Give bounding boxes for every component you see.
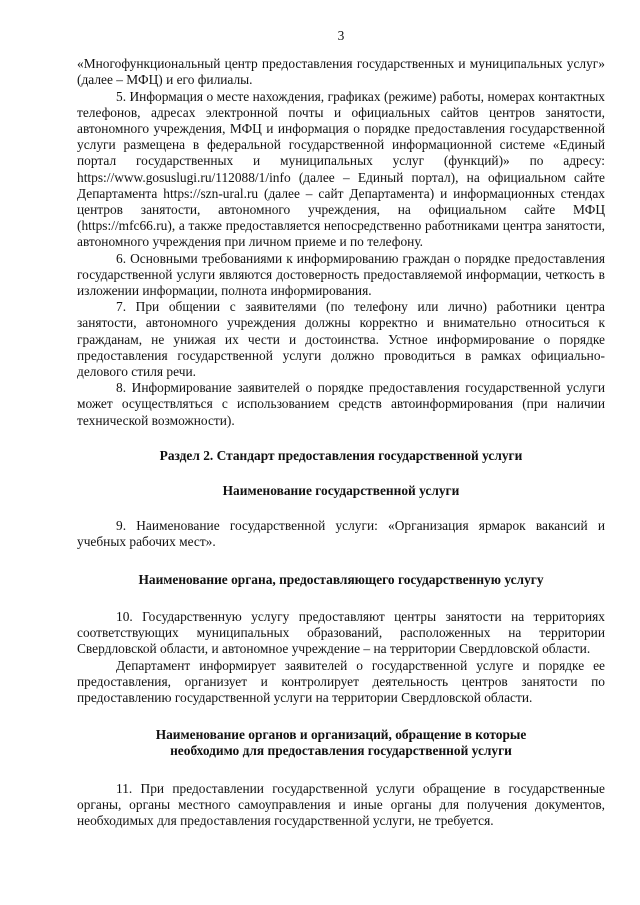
spacer [77, 551, 605, 572]
orgs-heading-line-1: Наименование органов и организаций, обращение в которые [155, 727, 527, 743]
paragraph-5: 5. Информация о месте нахождения, графиках (режиме) работы, номерах контактных телефонов, адресах электронной почты и официальных сайтов центров занятости, автономного учреждения, МФЦ и информация о порядке предоставления государственной услуги размещена в федеральной государственной информационной системе «Единый портал государственных и муниципальных услуг (функций)» по адресу: https://www.gosuslugi.ru/112088/1/info (далее – Единый портал), на официальном сайте Департамента https://szn-ural.ru (далее – сайт Департамента) и информационных стендах центров занятости, автономного учреждения, на официальном сайте МФЦ (https://mfc66.ru), а также предоставляется непосредственно работниками центра занятости, автономного учреждения при личном приеме и по телефону. [77, 88, 605, 250]
spacer [77, 760, 605, 781]
spacer [77, 499, 605, 518]
paragraph-9: 9. Наименование государственной услуги: «Организация ярмарок вакансий и учебных рабочих мест». [77, 518, 605, 550]
paragraph-10: 10. Государственную услугу предоставляют центры занятости на территориях соответствующих муниципальных образований, расположенных на территории Свердловской области, и автономное учреждение – на территории Свердловской области. [77, 608, 605, 657]
paragraph-10-continued: Департамент информирует заявителей о государственной услуге и порядке ее предоставления, организует и контролирует деятельность центров занятости по предоставлению государственной услуги на территории Свердловской области. [77, 657, 605, 705]
paragraph-continuation: «Многофункциональный центр предоставления государственных и муниципальных услуг» (далее – МФЦ) и его филиалы. [77, 56, 605, 88]
paragraph-11: 11. При предоставлении государственной услуги обращение в государственные органы, органы местного самоуправления и иные органы для получения документов, необходимых для предоставления государственной услуги, не требуется. [77, 780, 605, 828]
spacer [77, 464, 605, 483]
paragraph-7: 7. При общении с заявителями (по телефону или лично) работники центра занятости, автономного учреждения должны корректно и внимательно относиться к гражданам, не унижая их чести и достоинства. Устное информирование о порядке предоставления государственной услуги должно проводиться в рамках официально-делового стиля речи. [77, 299, 605, 380]
spacer [77, 588, 605, 609]
spacer [77, 429, 605, 448]
provider-heading: Наименование органа, предоставляющего государственную услугу [138, 571, 544, 587]
spacer [77, 706, 605, 727]
service-name-heading: Наименование государственной услуги [222, 483, 460, 499]
section-2-heading: Раздел 2. Стандарт предоставления государственной услуги [159, 447, 523, 463]
page-number: 3 [337, 28, 345, 43]
paragraph-8: 8. Информирование заявителей о порядке предоставления государственной услуги может осуществляться с использованием средств автоинформирования (при наличии технической возможности). [77, 380, 605, 428]
paragraph-6: 6. Основными требованиями к информированию граждан о порядке предоставления государственной услуги являются достоверность предоставляемой информации, четкость в изложении информации, полнота информирования. [77, 250, 605, 299]
orgs-heading-line-2: необходимо для предоставления государственной услуги [170, 743, 512, 759]
